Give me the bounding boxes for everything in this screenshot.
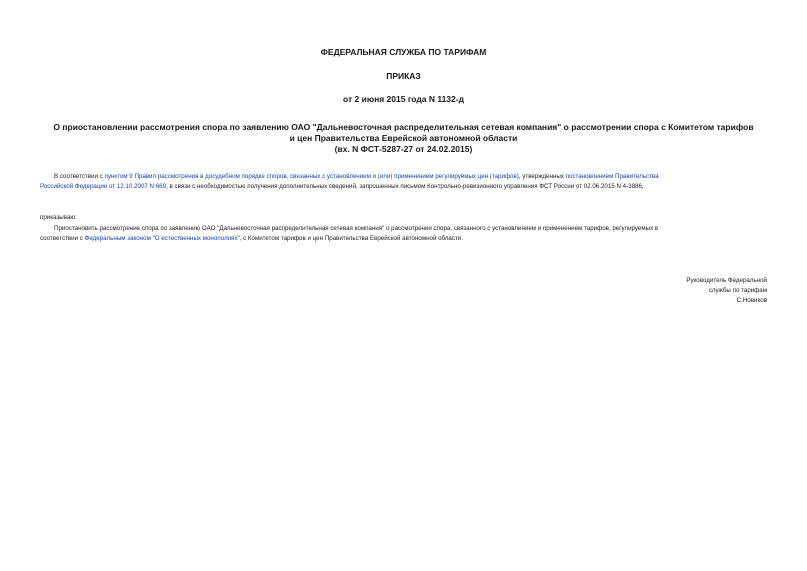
preamble-line-1: В соответствии с пунктом 9 Правил рассмотрения в досудебном порядке споров, связанных с установлением и (или) применением регулируемых цен (тарифов), утвержденных постановлением Правительства [54, 173, 659, 180]
signature-position-1: Руководитель Федеральной [686, 277, 767, 284]
signature-block [686, 276, 767, 306]
government-decree-link[interactable]: постановлением Правительства [565, 173, 659, 180]
preamble-line-2: Российской Федерации от 12.10.2007 N 669, в связи с необходимостью получения дополнительных сведений, запрошенных письмом Контрольно-ревизионного управления ФСТ России от 02.06.2015 N 4-3886, [40, 183, 644, 190]
document-title [30, 122, 777, 155]
government-decree-link-cont[interactable]: Российской Федерации от 12.10.2007 N 669 [40, 183, 167, 190]
rules-point-9-link[interactable]: пунктом 9 Правил рассмотрения в досудебном порядке споров, связанных с установлением и (или) применением регулируемых цен (тарифов) [104, 173, 519, 180]
natural-monopolies-link[interactable]: О естественных монополиях [154, 235, 238, 242]
order-line-1: Приостановить рассмотрение спора по заявлению ОАО "Дальневосточная распределительная сетевая компания" о рассмотрении спора, связанного с установлением и применением тарифов, регулируемых в [54, 225, 659, 232]
signature-name: С.Новиков [736, 297, 767, 304]
title-line-2: и цен Правительства Еврейской автономной области [289, 133, 518, 143]
order-paragraph [40, 224, 768, 244]
preamble-paragraph [40, 172, 768, 192]
order-line-2: соответствии с Федеральным законом "О естественных монополиях", с Комитетом тарифов и цен Правительства Еврейской автономной области. [40, 235, 463, 242]
signature-position-2: службы по тарифам [708, 287, 767, 294]
federal-law-link[interactable]: Федеральным законом [84, 235, 151, 242]
document-type: ПРИКАЗ [386, 71, 421, 81]
title-line-3: (вх. N ФСТ-5287-27 от 24.02.2015) [334, 144, 473, 154]
document-date-number: от 2 июня 2015 года N 1132-д [343, 94, 464, 104]
title-line-1: О приостановлении рассмотрения спора по заявлению ОАО "Дальневосточная распределительная сетевая компания" о рассмотрении спора с Комитетом тарифов [53, 122, 754, 132]
agency-name: ФЕДЕРАЛЬНАЯ СЛУЖБА ПО ТАРИФАМ [320, 47, 487, 57]
order-word: приказываю: [40, 214, 77, 221]
